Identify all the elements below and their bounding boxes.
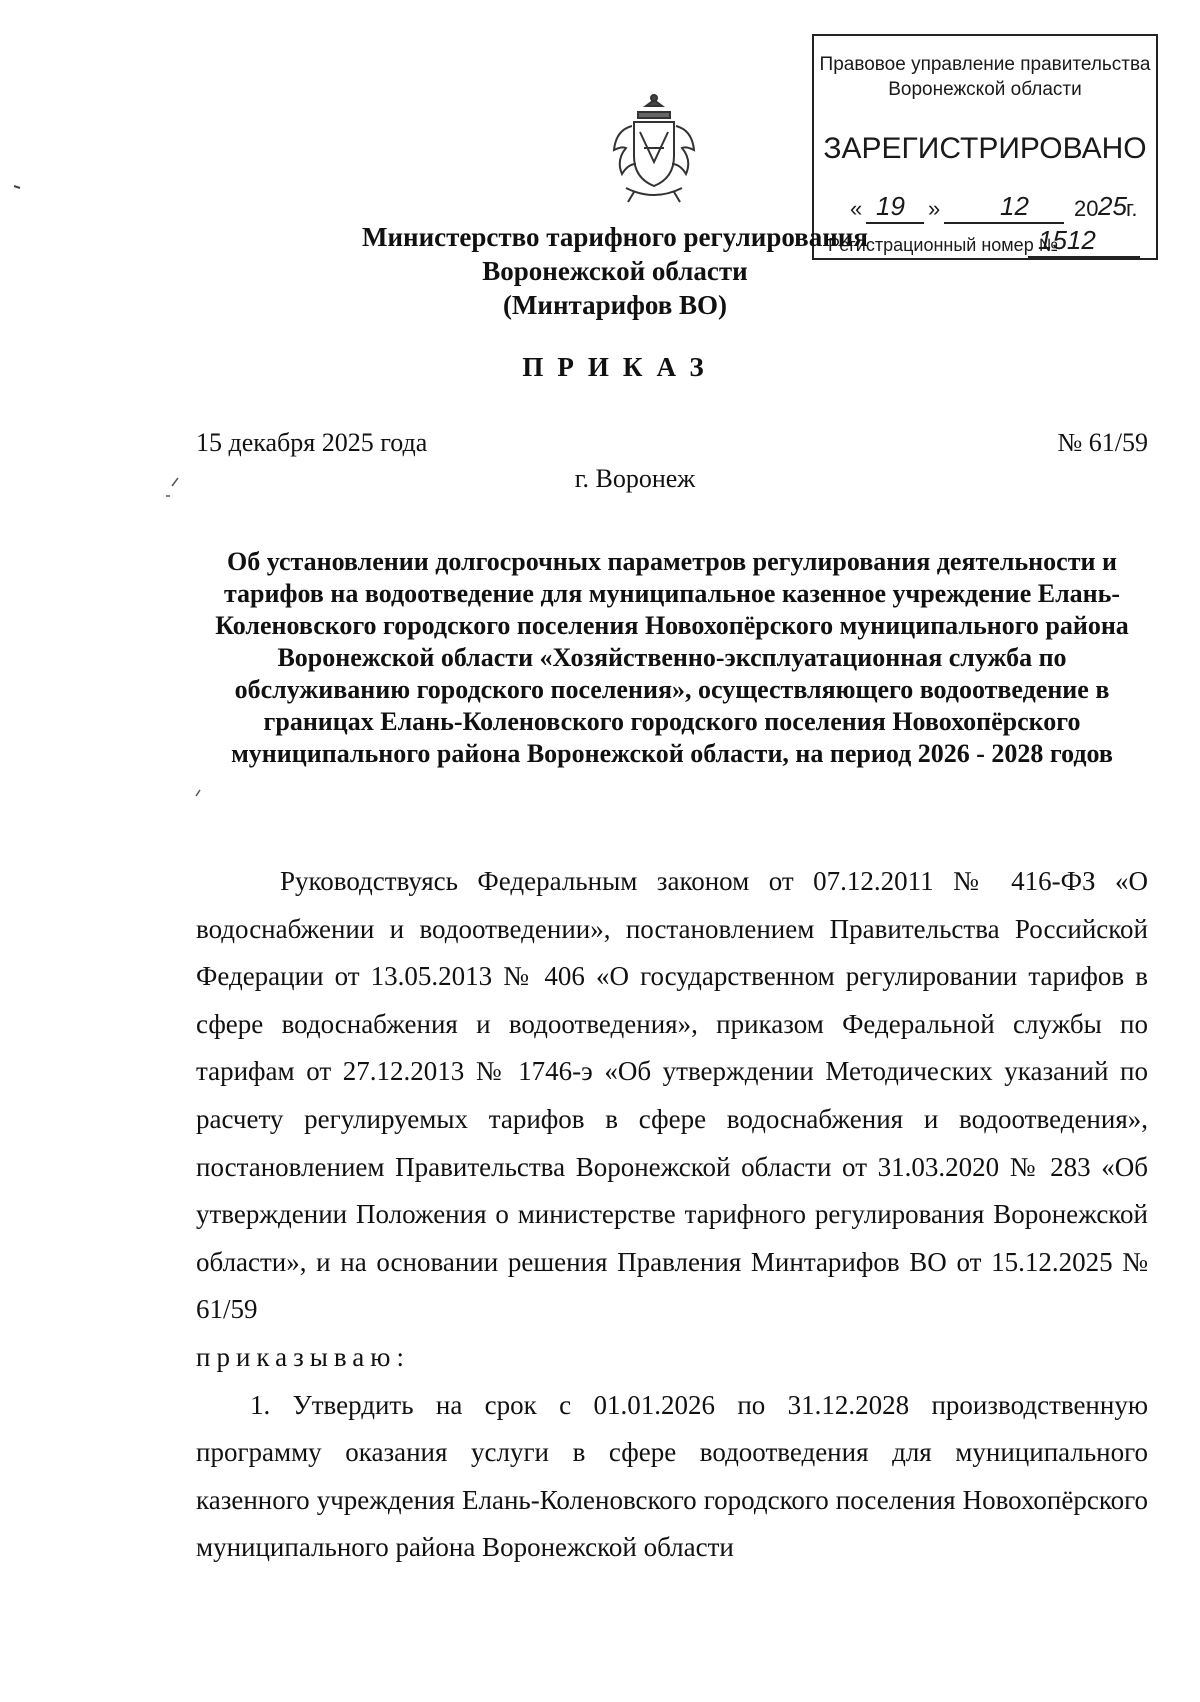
scan-mark bbox=[14, 186, 20, 188]
stamp-department-line2: Воронежской области bbox=[888, 79, 1082, 100]
stamp-year-hand: 25 bbox=[1098, 191, 1127, 221]
document-date: 15 декабря 2025 года bbox=[196, 428, 428, 457]
preamble-paragraph: Руководствуясь Федеральным законом от 07.12.2011 № 416-ФЗ «О водоснабжении и водоотведении», постановлением Правительства Российской Федерации от 13.05.2013 № 406 «О государственном регулировании тарифов в сфере водоснабжения и водоотведения», приказом Федеральной службы по тарифам от 27.12.2013 № 1746-э «Об утверждении Методических указаний по расчету регулируемых тарифов в сфере водоснабжения и водоотведения», постановлением Правительства Воронежской области от 31.03.2020 № 283 «Об утверждении Положения о министерстве тарифного регулирования Воронежской области», и на основании решения Правления Минтарифов ВО от 15.12.2025 № 61/59 bbox=[196, 866, 1148, 1325]
stamp-day: 19 bbox=[876, 191, 905, 221]
stamp-reg-number: 1512 bbox=[1038, 225, 1096, 255]
stamp-year-suffix: г. bbox=[1126, 196, 1138, 221]
document-city: г. Воронеж bbox=[574, 464, 696, 493]
ministry-line2: Воронежской области bbox=[482, 256, 748, 286]
stamp-month: 12 bbox=[1000, 191, 1029, 221]
ministry-line1: Министерство тарифного регулирования bbox=[362, 222, 868, 252]
stamp-department-line1: Правовое управление правительства bbox=[819, 54, 1151, 75]
scan-mark bbox=[196, 790, 200, 796]
stamp-reg-label: Регистрационный номер № bbox=[828, 235, 1059, 255]
ministry-title bbox=[130, 220, 1100, 322]
stamp-date: « 19 » 12 20 25 г. bbox=[850, 186, 1146, 226]
document-number: № 61/59 bbox=[1057, 428, 1148, 457]
coat-of-arms-emblem bbox=[604, 92, 704, 204]
stamp-year-prefix: 20 bbox=[1074, 196, 1099, 221]
ministry-line3: (Минтарифов ВО) bbox=[502, 290, 728, 320]
document-body bbox=[196, 858, 1148, 1572]
order-item-1: 1. Утвердить на срок с 01.01.2026 по 31.12.2028 производственную программу оказания услуги в сфере водоотведения для муниципального казенного учреждения Елань-Коленовского городского поселения Новохопёрского муниципального района Воронежской области bbox=[196, 1389, 1148, 1563]
document-type-heading: ПРИКАЗ bbox=[522, 352, 718, 382]
stamp-status: ЗАРЕГИСТРИРОВАНО bbox=[823, 132, 1147, 165]
document-subject: Об установлении долгосрочных параметров регулирования деятельности и тарифов на водоотведение для муниципальное казенное учреждение Елань-Коленовского городского поселения Новохопёрского муниципального района Воронежской области «Хозяйственно-эксплуатационная служба по обслуживанию городского поселения», осуществляющего водоотведение в границах Елань-Коленовского городского поселения Новохопёрского муниципального района Воронежской области, на период 2026 - 2028 годов bbox=[215, 547, 1129, 768]
order-word: приказываю: bbox=[196, 1341, 410, 1372]
stamp-department bbox=[814, 52, 1156, 102]
